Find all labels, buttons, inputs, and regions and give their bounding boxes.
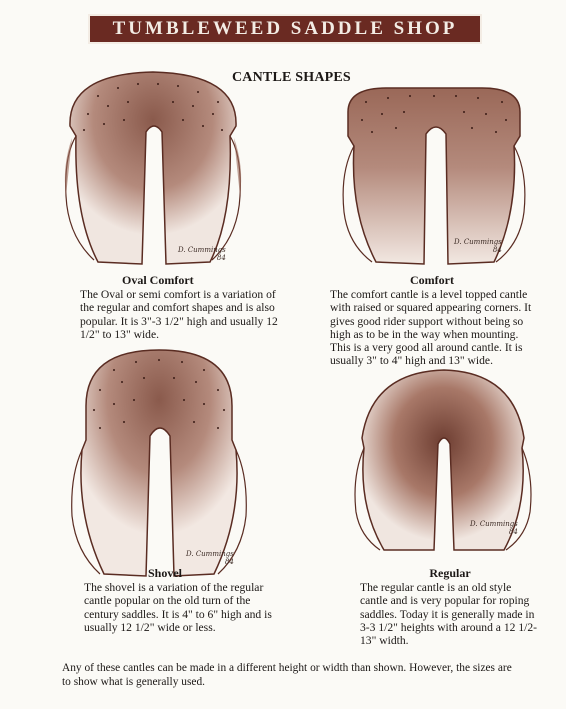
signature-regular: D. Cummings 84: [470, 520, 518, 536]
shovel-drawing: [64, 346, 254, 578]
oval-comfort-heading: Oval Comfort: [122, 273, 194, 287]
comfort-description: The comfort cantle is a level topped cantle with raised or squared appearing corners. It gives good rider support without being so high as to be in the way when mounting. This is a very good all around cantle. It is usually 3" to 4" high and 13" wide.: [330, 288, 532, 368]
page-title: CANTLE SHAPES: [232, 70, 351, 85]
comfort-drawing: [336, 82, 532, 266]
comfort-section: [330, 274, 534, 367]
regular-section: [360, 567, 540, 647]
signature-comfort: D. Cummings 84: [454, 238, 502, 254]
signature-shovel: D. Cummings 84: [186, 550, 234, 566]
shop-banner: [88, 14, 482, 44]
regular-heading: Regular: [429, 566, 471, 580]
signature-oval-comfort: D. Cummings 84: [178, 246, 226, 262]
oval-comfort-drawing: [58, 66, 248, 266]
oval-comfort-description: The Oval or semi comfort is a variation of the regular and comfort shapes and is also popular. It is 3"-3 1/2" high and usually 12 1/2" to 13" wide.: [80, 288, 278, 341]
comfort-heading: Comfort: [410, 273, 454, 287]
oval-comfort-section: [80, 274, 282, 341]
shovel-description: The shovel is a variation of the regular cantle popular on the old turn of the century saddles. It is 4" to 6" high and is usually 12 1/2" wide or less.: [84, 581, 272, 634]
shovel-section: [84, 567, 284, 634]
footer-note: Any of these cantles can be made in a different height or width than shown. However, the sizes are to show what is generally used.: [62, 662, 512, 688]
shovel-heading: Shovel: [148, 566, 183, 580]
regular-description: The regular cantle is an old style cantle and is very popular for roping saddles. Today it is generally made in 3-3 1/2" heights with around a 12 1/2-13" width.: [360, 581, 538, 648]
shop-name: TUMBLEWEED SADDLE SHOP: [112, 18, 458, 39]
